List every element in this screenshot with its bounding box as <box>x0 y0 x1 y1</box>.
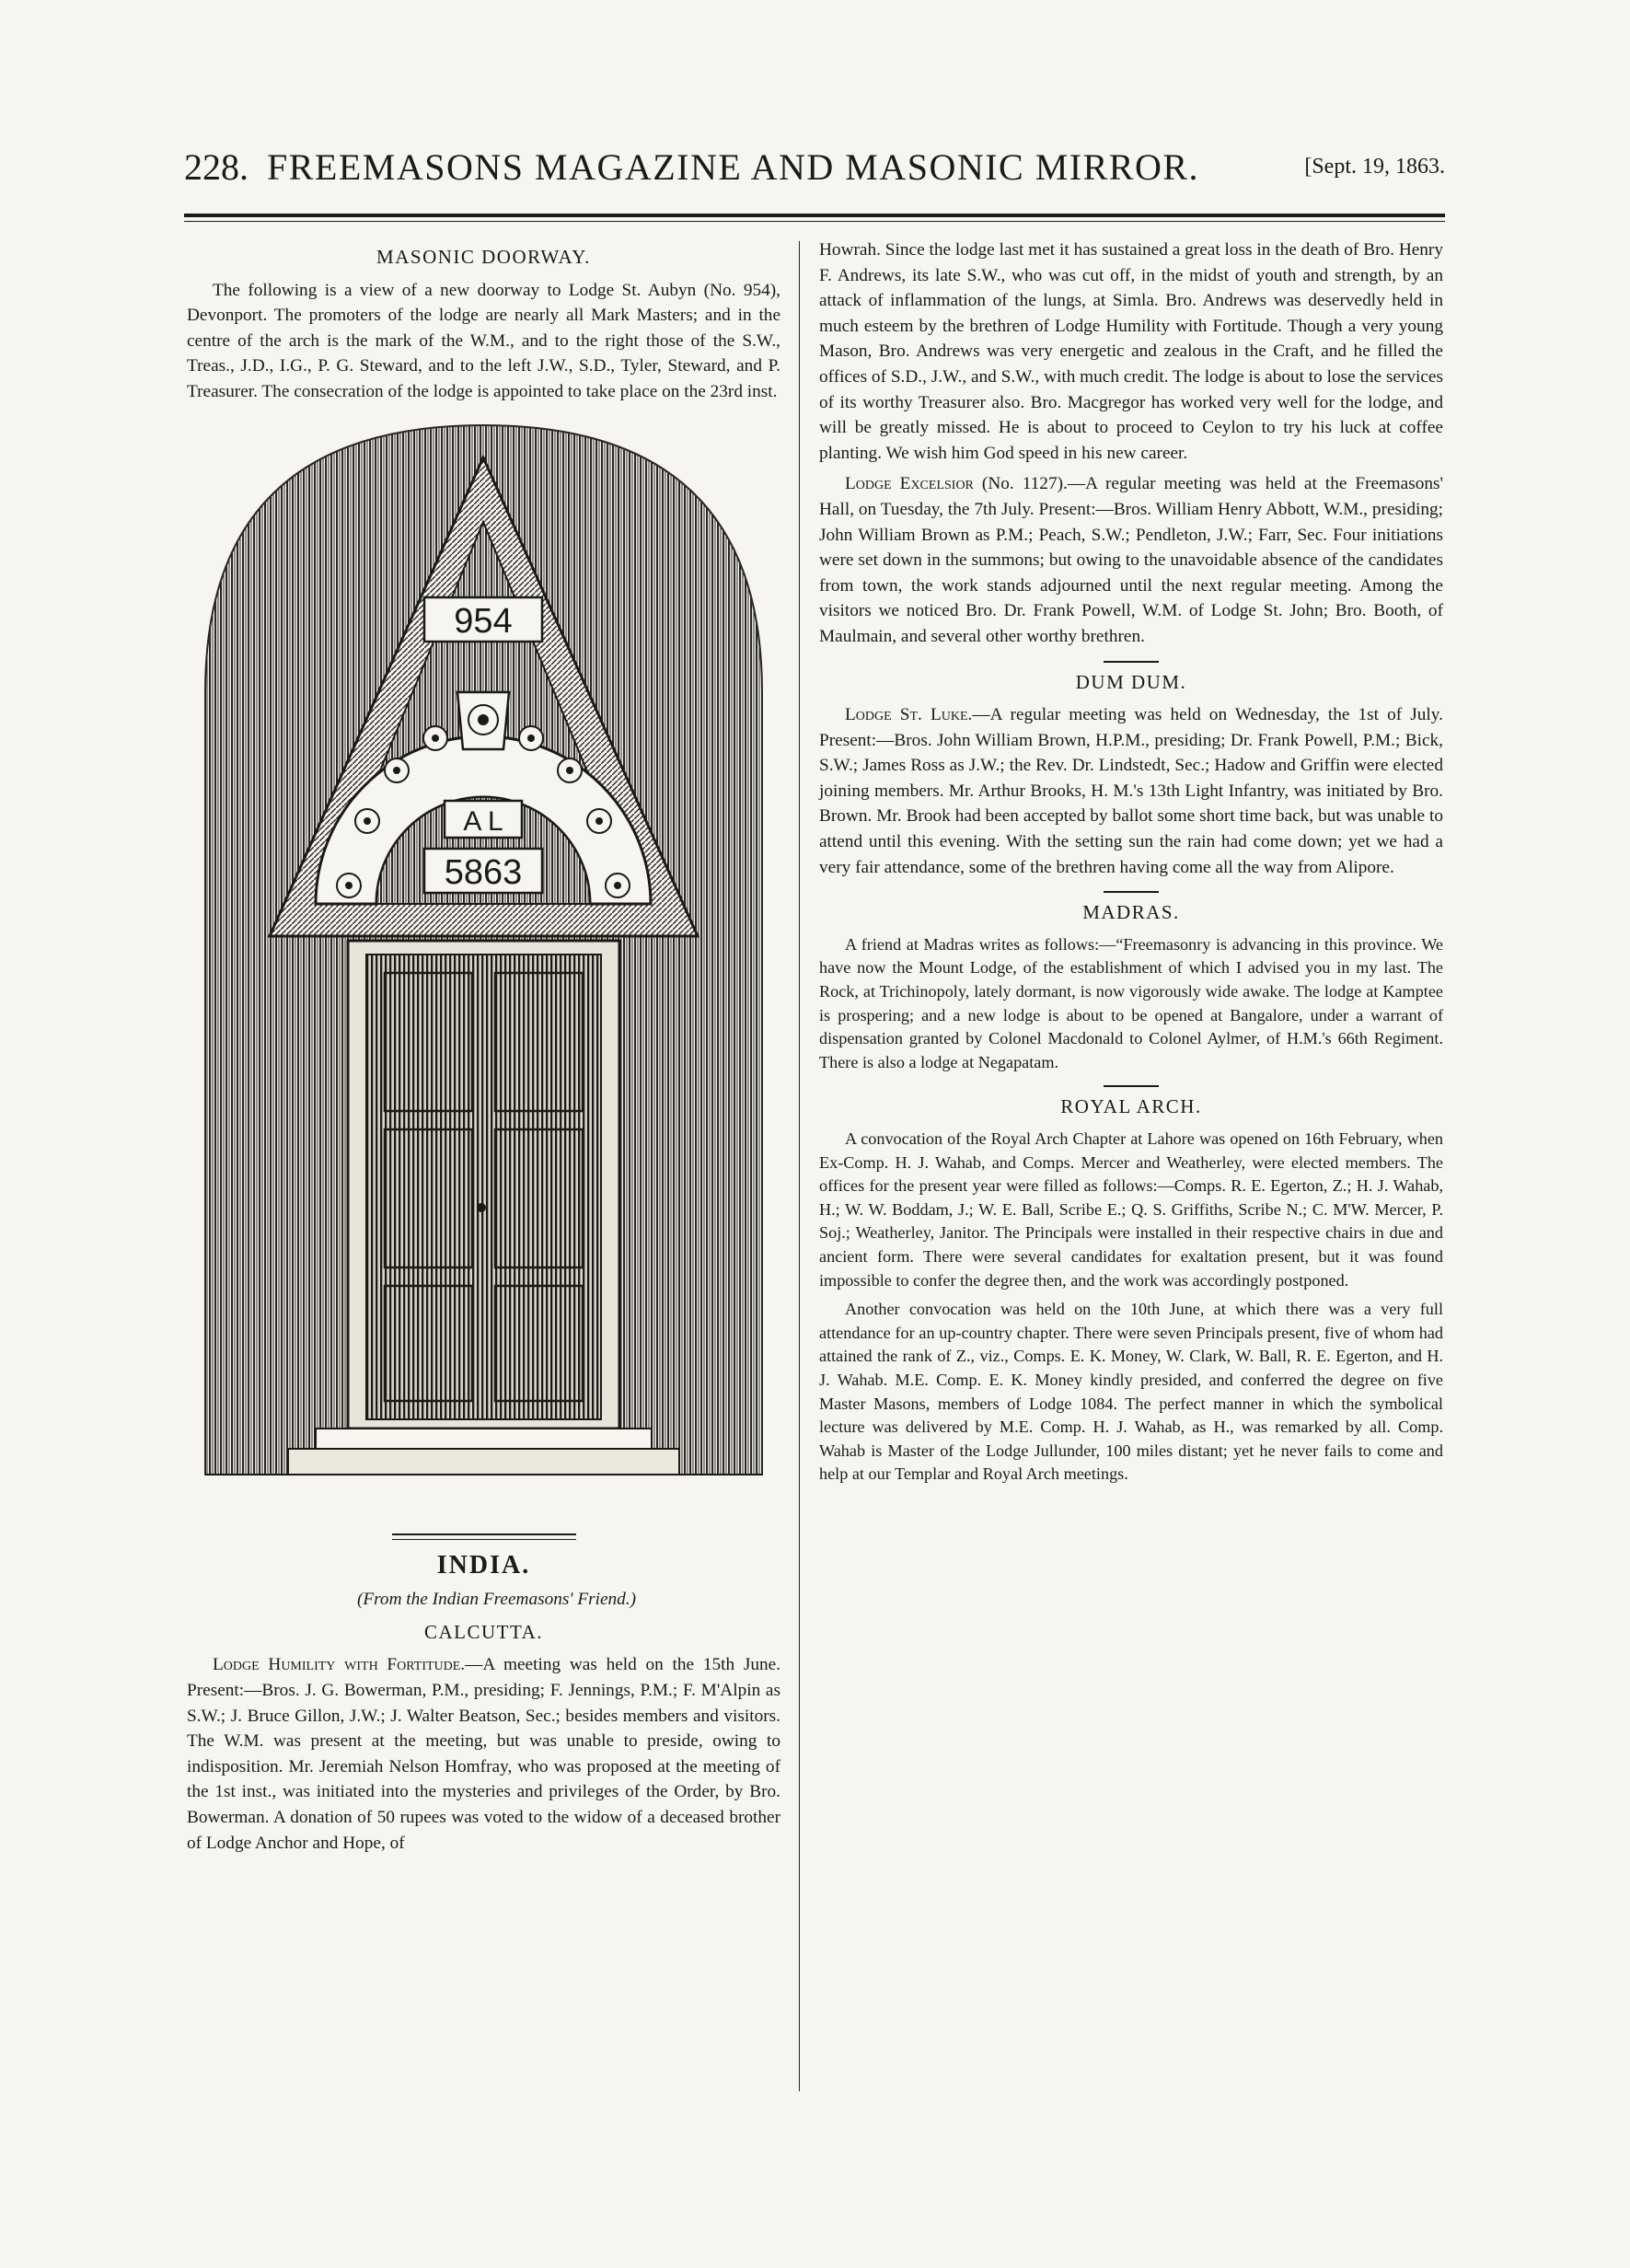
page-number: 228. <box>184 146 249 188</box>
lodge-humility-title: Lodge Humility with Fortitude. <box>213 1655 466 1675</box>
masonic-doorway-intro: The following is a view of a new doorway to Lodge St. Aubyn (No. 954), Devonport. The promoters of the lodge are nearly all Mark Masters; and in the centre of the arch is the mark of the W.M., and to the right those of the S.W., Treas., J.D., I.G., P. G. Steward, and to the left J.W., S.D., Tyler, Steward, and P. Treasurer. The consecration of the lodge is appointed to take place on the 23rd inst. <box>187 280 780 401</box>
lodge-excelsior-paragraph <box>819 471 1443 649</box>
section-rule <box>1104 1085 1159 1087</box>
dum-dum-heading: DUM DUM. <box>1075 670 1187 693</box>
left-column <box>187 237 780 1861</box>
masthead <box>184 145 1445 201</box>
magazine-title: FREEMASONS MAGAZINE AND MASONIC MIRROR. <box>267 146 1200 188</box>
column-divider <box>799 241 800 2091</box>
lodge-st-luke-paragraph <box>819 702 1443 880</box>
madras-paragraph: A friend at Madras writes as follows:—“Freemasonry is advancing in this province. We have now the Mount Lodge, of the establishment of which I advised you in my last. The Rock, at Trichinopoly, lately dormant, is now vigorously wide awake. The lodge at Kamptee is prospering; and a new lodge is about to be opened at Bangalore, under a warrant of dispensation granted by Colonel Macdonald to Colonel Aylmer, of H.M.'s 66th Regiment. There is also a lodge at Negapatam. <box>819 934 1443 1071</box>
section-rule <box>1104 891 1159 893</box>
lodge-humility-paragraph <box>187 1652 780 1856</box>
header-rule-thin <box>184 221 1445 222</box>
royal-arch-heading: ROYAL ARCH. <box>1060 1095 1202 1118</box>
calcutta-heading: CALCUTTA. <box>423 1620 544 1643</box>
header-rule <box>184 214 1445 217</box>
right-column <box>819 237 1443 1492</box>
lodge-st-luke-text: —A regular meeting was held on Wednesday, the 1st of July. Present:—Bros. John William Brown, H.P.M., presiding; Dr. Frank Powell, P.M.; Bick, S.W.; James Ross as J.W.; the Rev. Dr. Lindstedt, Sec.; Hadow and Griffin were elected joining members. Mr. Arthur Brooks, H. M.'s 13th Light Infantry, was initiated by Bro. Brown. Mr. Brook had been accepted by ballot some short time back, but was unable to attend until this evening. With the setting sun the rain had come down; yet we had a very fair attendance, some of the brethren having come all the way from Alipore. <box>819 705 1443 877</box>
royal-arch-paragraph-2: Another convocation was held on the 10th June, at which there was a very full attendance for an up-country chapter. There were seven Principals present, five of whom had attained the rank of Z., viz., Comps. E. K. Money, W. Clark, W. Ball, R. E. Egerton, and H. J. Wahab. M.E. Comp. E. K. Money kindly presided, and conferred the degree on five Master Masons, members of Lodge 1084. The perfect manner in which the symbolical lecture was delivered by M.E. Comp. H. J. Wahab, as H., was remarked by all. Comp. Wahab is Master of the Lodge Jullunder, 100 miles distant; yet he never fails to come and help at our Templar and Royal Arch meetings. <box>819 1300 1443 1484</box>
lodge-excelsior-title: Lodge Excelsior <box>845 474 974 494</box>
lodge-number-plate: 954 <box>454 601 513 641</box>
year-plate: 5863 <box>444 852 523 892</box>
section-rule <box>1104 661 1159 663</box>
royal-arch-paragraph-1: A convocation of the Royal Arch Chapter at Lahore was opened on 16th February, when Ex-Comp. H. J. Wahab, and Comps. Mercer and Weatherley, were elected members. The offices for the present year were filled as follows:—Comps. R. E. Egerton, Z.; H. J. Wahab, H.; W. W. Boddam, J.; W. E. Ball, Scribe E.; Q. S. Griffiths, Scribe N.; C. M'W. Mercer, P. Soj.; Weatherley, Janitor. The Principals were installed in their respective chairs in due and ancient form. There were several candidates for exaltation present, but it was found impossible to confer the degree then, and the work was accordingly postponed. <box>819 1129 1443 1290</box>
howrah-continued-paragraph: Howrah. Since the lodge last met it has sustained a great loss in the death of Bro. Henry F. Andrews, its late S.W., who was cut off, in the midst of youth and strength, by an attack of inflammation of the lungs, at Simla. Bro. Andrews was deservedly held in much esteem by the brethren of Lodge Humility with Fortitude. Though a very young Mason, Bro. Andrews was very energetic and zealous in the Craft, and he filled the offices of S.D., J.W., and S.W., with much credit. The lodge is about to lose the services of its worthy Treasurer also. Bro. Macgregor has worked very well for the lodge, and will be greatly missed. He is about to proceed to Ceylon to try his luck at coffee planting. We wish him God speed in his new career. <box>819 240 1443 463</box>
india-heading: INDIA. <box>436 1550 531 1580</box>
issue-date: [Sept. 19, 1863. <box>1304 155 1445 179</box>
section-rule <box>392 1533 576 1540</box>
doorway-illustration <box>187 416 780 1521</box>
madras-heading: MADRAS. <box>1082 901 1180 924</box>
lodge-excelsior-text: (No. 1127).—A regular meeting was held at the Freemasons' Hall, on Tuesday, the 7th July. Present:—Bros. William Henry Abbott, W.M., presiding; John William Brown as P.M.; Peach, S.W.; Pendleton, J.W.; Farr, Sec. Four initiations were set down in the summons; but owing to the unavoidable absence of the candidates from town, the work stands adjourned until the next regular meeting. Among the visitors we noticed Bro. Dr. Frank Powell, W.M. of Lodge St. John; Bro. Booth, of Maulmain, and several other worthy brethren. <box>819 474 1443 646</box>
lodge-st-luke-title: Lodge St. Luke. <box>845 705 973 725</box>
masonic-doorway-heading: MASONIC DOORWAY. <box>376 246 591 268</box>
lodge-humility-text: —A meeting was held on the 15th June. Present:—Bros. J. G. Bowerman, P.M., presiding; F. Jennings, P.M.; F. M'Alpin as S.W.; J. Bruce Gillon, J.W.; J. Walter Beatson, Sec.; besides members and visitors. The W.M. was present at the meeting, but was unable to preside, owing to indisposition. Mr. Jeremiah Nelson Homfray, who was proposed at the meeting of the 1st inst., was initiated into the mysteries and privileges of the Order, by Bro. Bowerman. A donation of 50 rupees was voted to the widow of a deceased brother of Lodge Anchor and Hope, of <box>187 1655 780 1853</box>
india-source: (From the Indian Freemasons' Friend.) <box>356 1590 637 1610</box>
al-plate: A L <box>463 805 503 837</box>
